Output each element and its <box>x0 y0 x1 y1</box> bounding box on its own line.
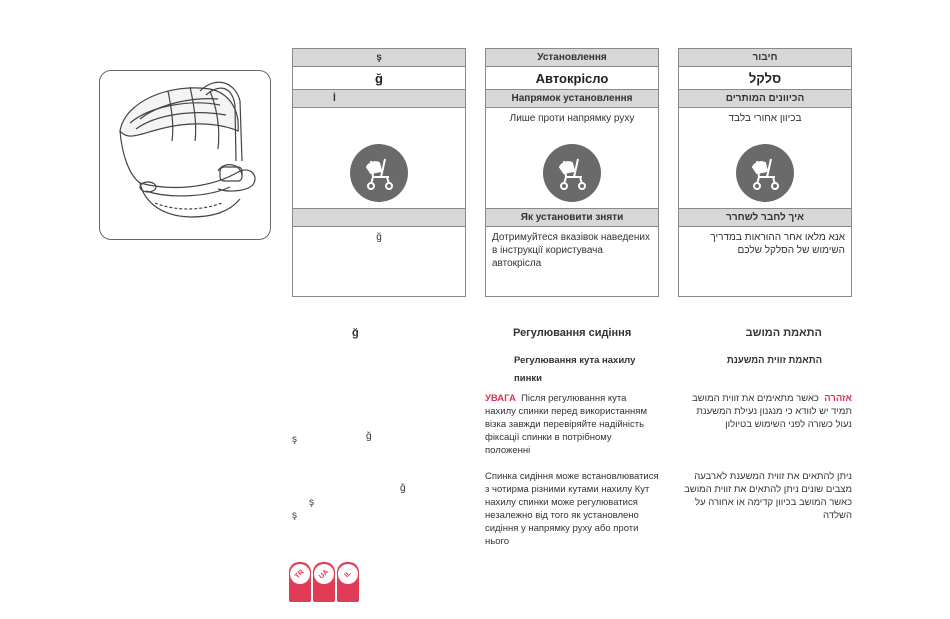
il-warning-paragraph <box>680 392 852 431</box>
tr-title-car-seat: ğ <box>292 66 466 90</box>
flag-il-label: IL <box>343 569 353 579</box>
il-header-how-to-install: איך לחבר לשחרר <box>678 208 852 227</box>
ua-warning-text: Після регулювання кута нахилу спинки перед використанням візка завжди перевіряйте надійність фіксації спинки в потрібному положенні <box>485 393 647 456</box>
il-paragraph-2: ניתן להתאים את זווית המשענת לארבעה מצבים שונים ניתן להתאים את זווית המושב כאשר המושב בכיוון קדימה או אחורה על השלדה <box>684 471 852 521</box>
il-install-text: אנא מלאו אחר ההוראות במדריך השימוש של הסלקל שלכם <box>678 226 852 297</box>
stroller-with-car-seat-icon <box>359 153 399 193</box>
tr-mark: ğ <box>366 431 372 442</box>
stroller-icon <box>736 144 794 202</box>
car-seat-illustration <box>99 70 271 240</box>
ua-column <box>485 48 659 297</box>
ua-header-how-to-install: Як установити зняти <box>485 208 659 227</box>
il-title-car-seat: סלקל <box>678 66 852 90</box>
tr-header-direction-label: İ <box>333 93 336 104</box>
flag-ua-label: UA <box>317 567 331 581</box>
ua-warning-paragraph <box>485 392 650 457</box>
flag-il-circle <box>338 564 358 584</box>
il-direction-cell <box>678 107 852 209</box>
ua-header-installation: Установлення <box>485 48 659 67</box>
ua-title-car-seat: Автокрісло <box>485 66 659 90</box>
stroller-with-car-seat-icon <box>552 153 592 193</box>
tr-mark: ş <box>292 510 297 521</box>
flag-ua-circle <box>314 564 334 584</box>
il-warning-label: אזהרה <box>824 393 852 404</box>
il-header-installation: חיבור <box>678 48 852 67</box>
il-warning-text: כאשר מתאימים את זווית המושב תמיד יש לוודא כי מנגנון נעילת המשענת נעול כשורה לפני השימוש בטיולון <box>692 393 852 430</box>
il-column <box>678 48 852 297</box>
flag-tr-label: TR <box>294 568 306 580</box>
flag-tr-circle <box>290 564 310 584</box>
tr-mark: ş <box>309 497 314 508</box>
ua-install-text: Дотримуйтеся вказівок наведених в інструкції користувача автокрісла <box>485 226 659 297</box>
tr-install-cell <box>292 226 466 297</box>
stroller-with-car-seat-icon <box>745 153 785 193</box>
tr-direction-cell <box>292 107 466 209</box>
ua-warning-label: УВАГА <box>485 393 516 404</box>
ua-paragraph-2: Спинка сидіння може встановлюватися з чотирма різними кутами нахилу Кут нахилу спинки може регулюватися незалежно від того як установлено сидіння у напрямку руху або проти нього <box>485 471 659 547</box>
tr-mark: ğ <box>400 483 406 494</box>
tr-header-direction <box>292 89 466 108</box>
il-section-title: התאמת המושב <box>745 327 822 339</box>
ua-section-title: Регулювання сидіння <box>513 327 632 339</box>
infant-car-seat-icon <box>100 71 270 239</box>
ua-direction-text: Лише проти напрямку руху <box>509 113 635 124</box>
tr-header-how-to-install <box>292 208 466 227</box>
il-direction-text: בכיוון אחורי בלבד <box>728 113 802 124</box>
stroller-icon <box>350 144 408 202</box>
tr-column <box>292 48 466 297</box>
stroller-icon <box>543 144 601 202</box>
tr-mark: ş <box>292 434 297 445</box>
tr-section-title: ğ <box>352 327 359 339</box>
il-sub-title: התאמת זווית המשענת <box>726 355 822 366</box>
flag-ua <box>313 562 335 602</box>
flag-tr <box>289 562 311 602</box>
ua-sub-title: Регулювання кута нахилу пинки <box>514 355 636 384</box>
tr-header-installation: ş <box>292 48 466 67</box>
ua-header-direction: Напрямок установлення <box>485 89 659 108</box>
il-header-direction: הכיוונים המותרים <box>678 89 852 108</box>
ua-direction-cell <box>485 107 659 209</box>
flag-il <box>337 562 359 602</box>
tr-install-text: ğ <box>376 232 382 243</box>
